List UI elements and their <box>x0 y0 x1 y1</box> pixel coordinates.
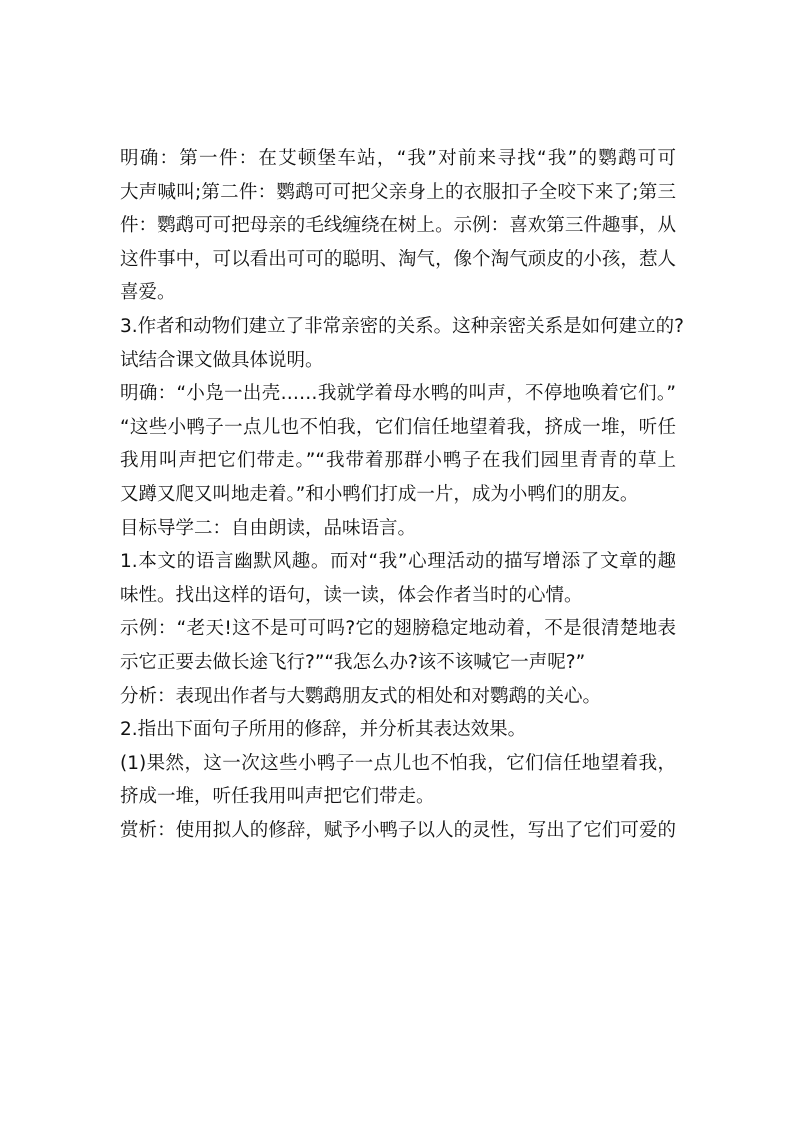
text-line-7: 试结合课文做具体说明。 <box>120 349 324 371</box>
text-line-5: 喜爱。 <box>120 282 176 304</box>
text-line-12: 目标导学二：自由朗读，品味语言。 <box>120 517 417 539</box>
text-line-20: 挤成一堆，听任我用叫声把它们带走。 <box>120 786 435 808</box>
text-line-17: 分析：表现出作者与大鹦鹉朋友式的相处和对鹦鹉的关心。 <box>120 685 602 707</box>
text-line-18: 2.指出下面句子所用的修辞，并分析其表达效果。 <box>120 719 527 741</box>
text-line-6: 3.作者和动物们建立了非常亲密的关系。这种亲密关系是如何建立的? <box>120 315 684 337</box>
text-line-14: 味性。找出这样的语句，读一读，体会作者当时的心情。 <box>120 584 583 606</box>
text-line-19: (1)果然，这一次这些小鸭子一点儿也不怕我，它们信任地望着我， <box>120 752 676 774</box>
text-line-8: 明确：“小凫一出壳……我就学着母水鸭的叫声，不停地唤着它们。” <box>120 383 676 405</box>
text-line-15: 示例：“老天!这不是可可吗?它的翅膀稳定地动着，不是很清楚地表 <box>120 618 676 640</box>
text-line-2: 大声喊叫;第二件：鹦鹉可可把父亲身上的衣服扣子全咬下来了;第三 <box>120 181 676 203</box>
text-line-13: 1.本文的语言幽默风趣。而对“我”心理活动的描写增添了文章的趣 <box>120 551 676 573</box>
text-line-21: 赏析：使用拟人的修辞，赋予小鸭子以人的灵性，写出了它们可爱的 <box>120 819 676 841</box>
text-line-1: 明确：第一件：在艾顿堡车站，“我”对前来寻找“我”的鹦鹉可可 <box>120 148 676 169</box>
text-line-9: “这些小鸭子一点儿也不怕我，它们信任地望着我，挤成一堆，听任 <box>120 416 676 438</box>
text-line-11: 又蹲又爬又叫地走着。”和小鸭们打成一片，成为小鸭们的朋友。 <box>120 483 639 505</box>
text-line-4: 这件事中，可以看出可可的聪明、淘气，像个淘气顽皮的小孩，惹人 <box>120 248 676 270</box>
text-line-3: 件：鹦鹉可可把母亲的毛线缠绕在树上。示例：喜欢第三件趣事，从 <box>120 215 676 237</box>
text-line-10: 我用叫声把它们带走。”“我带着那群小鸭子在我们园里青青的草上 <box>120 450 676 472</box>
text-line-16: 示它正要去做长途飞行?”“我怎么办?该不该喊它一声呢?” <box>120 651 586 673</box>
document-body <box>120 142 684 847</box>
